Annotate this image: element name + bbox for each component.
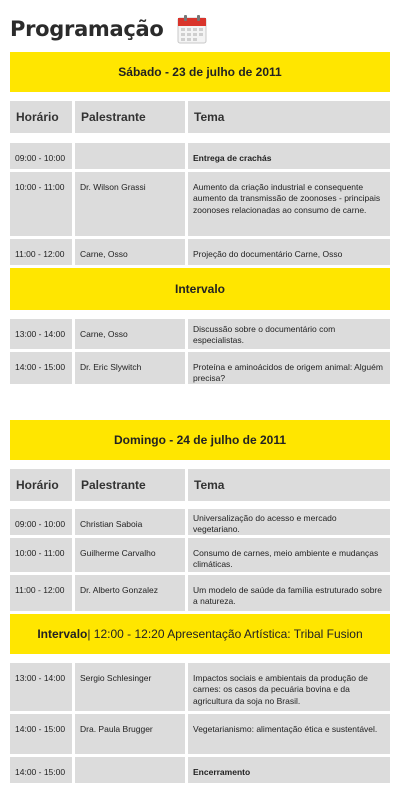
day2-schedule: [10, 420, 390, 786]
page-header: [10, 12, 208, 46]
time-cell: 11:00 - 12:00: [10, 239, 72, 265]
time-cell: 13:00 - 14:00: [10, 663, 72, 711]
speaker-cell: Dr. Wilson Grassi: [75, 172, 185, 236]
column-time: Horário: [10, 101, 72, 133]
column-topic: Tema: [188, 469, 390, 501]
speaker-cell: Dr. Alberto Gonzalez: [75, 575, 185, 611]
table-row: [10, 714, 390, 754]
topic-cell: Entrega de crachás: [188, 143, 390, 169]
break-label: Intervalo: [174, 282, 225, 296]
time-cell: 11:00 - 12:00: [10, 575, 72, 611]
column-topic: Tema: [188, 101, 390, 133]
time-cell: 10:00 - 11:00: [10, 538, 72, 572]
topic-cell: Discussão sobre o documentário com especialistas.: [188, 319, 390, 349]
day1-schedule: [10, 52, 390, 387]
speaker-cell: Carne, Osso: [75, 319, 185, 349]
break-bar: [10, 268, 390, 310]
table-row: [10, 239, 390, 265]
time-cell: 10:00 - 11:00: [10, 172, 72, 236]
table-row: [10, 663, 390, 711]
topic-cell: Aumento da criação industrial e consequente aumento da transmissão de zoonoses - principais zoonoses relacionadas ao consumo de carne.: [188, 172, 390, 236]
time-cell: 14:00 - 15:00: [10, 352, 72, 384]
topic-cell: Encerramento: [188, 757, 390, 783]
topic-cell: Impactos sociais e ambientais da produção de carnes: os casos da pecuária bovina e da agricultura da soja no Brasil.: [188, 663, 390, 711]
topic-cell: Projeção do documentário Carne, Osso: [188, 239, 390, 265]
column-speaker: Palestrante: [75, 101, 185, 133]
table-row: [10, 319, 390, 349]
time-cell: 14:00 - 15:00: [10, 757, 72, 783]
time-cell: 09:00 - 10:00: [10, 509, 72, 535]
table-row: [10, 352, 390, 384]
topic-cell: Universalização do acesso e mercado vegetariano.: [188, 509, 390, 535]
speaker-cell: [75, 757, 185, 783]
column-header-row: [10, 101, 390, 133]
day1-header: Sábado - 23 de julho de 2011: [10, 52, 390, 92]
topic-cell: Um modelo de saúde da família estruturado sobre a natureza.: [188, 575, 390, 611]
speaker-cell: Carne, Osso: [75, 239, 185, 265]
speaker-cell: Dra. Paula Brugger: [75, 714, 185, 754]
table-row: [10, 575, 390, 611]
break-label: Intervalo: [37, 627, 88, 641]
speaker-cell: Christian Saboia: [75, 509, 185, 535]
column-header-row: [10, 469, 390, 501]
time-cell: 09:00 - 10:00: [10, 143, 72, 169]
day2-header: Domingo - 24 de julho de 2011: [10, 420, 390, 460]
page-title: Programação: [10, 17, 164, 41]
table-row: [10, 757, 390, 783]
break-detail: | 12:00 - 12:20 Apresentação Artística: Tribal Fusion: [87, 627, 363, 641]
topic-cell: Consumo de carnes, meio ambiente e mudanças climáticas.: [188, 538, 390, 572]
calendar-icon: [176, 13, 208, 45]
topic-cell: Vegetarianismo: alimentação ética e sustentável.: [188, 714, 390, 754]
table-row: [10, 172, 390, 236]
speaker-cell: Guilherme Carvalho: [75, 538, 185, 572]
column-speaker: Palestrante: [75, 469, 185, 501]
time-cell: 13:00 - 14:00: [10, 319, 72, 349]
column-time: Horário: [10, 469, 72, 501]
time-cell: 14:00 - 15:00: [10, 714, 72, 754]
speaker-cell: [75, 143, 185, 169]
table-row: [10, 538, 390, 572]
table-row: [10, 509, 390, 535]
speaker-cell: Dr. Eric Slywitch: [75, 352, 185, 384]
speaker-cell: Sergio Schlesinger: [75, 663, 185, 711]
break-bar: [10, 614, 390, 654]
topic-cell: Proteína e aminoácidos de origem animal: Alguém precisa?: [188, 352, 390, 384]
table-row: [10, 143, 390, 169]
